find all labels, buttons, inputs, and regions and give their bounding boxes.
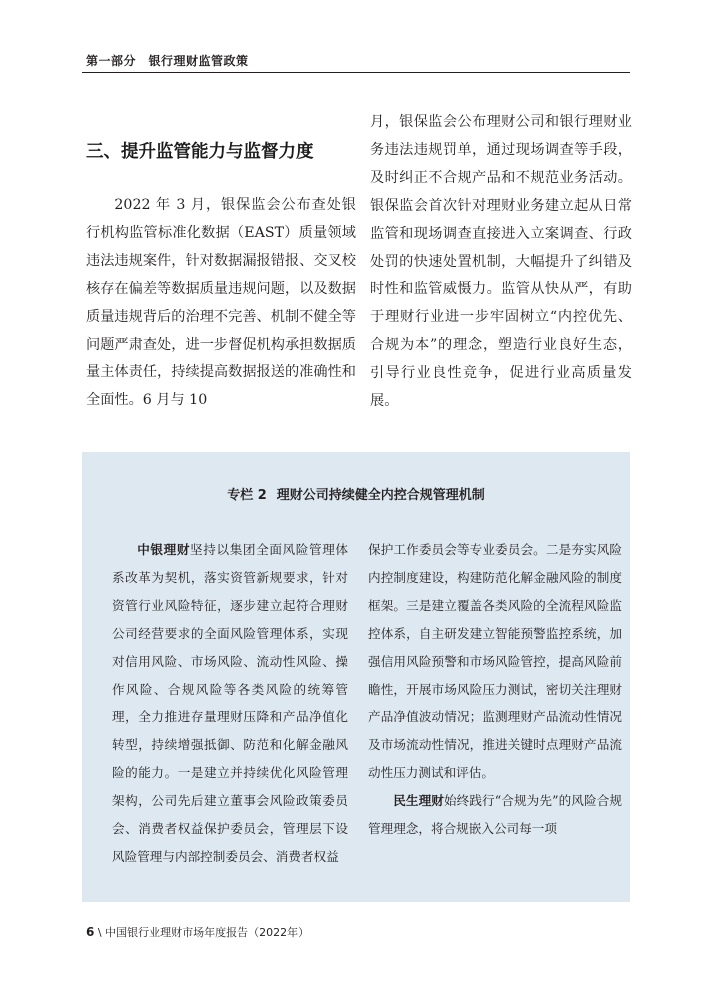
- footer-separator: \: [97, 926, 102, 939]
- body-paragraph-left: 2022 年 3 月，银保监会公布查处银行机构监管标准化数据（EAST）质量领域违法违规案件，针对数据漏报错报、交叉校核存在偏差等数据质量违规问题，以及数据质量违规背后的治理不完善、机制不健全等问题严肃查处，进一步督促机构承担数据质量主体责任，持续提高数据报送的准确性和全面性。6 月与 10: [86, 197, 356, 409]
- page-footer: [86, 924, 309, 940]
- sidebar-paragraph-minsheng: [368, 787, 622, 843]
- sidebar-title: [82, 484, 630, 503]
- body-column-left: [86, 192, 356, 415]
- body-paragraph-right: 月，银保监会公布理财公司和银行理财业务违法违规罚单，通过现场调查等手段，及时纠正不合规产品和不规范业务活动。银保监会首次针对理财业务建立起从日常监管和现场调查直接进入立案调查、行政处罚的快速处置机制，大幅提升了纠错及时性和监管威慑力。监管从快从严，有助于理财行业进一步牢固树立“内控优先、合规为本”的理念，塑造行业良好生态，引导行业良性竞争，促进行业高质量发展。: [370, 114, 632, 410]
- footer-publication: 中国银行业理财市场年度报告（2022年）: [105, 926, 310, 939]
- section-heading: 三、提升监管能力与监督力度: [86, 142, 314, 162]
- sidebar-title-text: 理财公司持续健全内控合规管理机制: [276, 488, 485, 503]
- sidebar-column-right: [368, 536, 622, 843]
- sidebar-paragraph-right: 保护工作委员会等专业委员会。二是夯实风险内控制度建设，构建防范化解金融风险的制度框架。三是建立覆盖各类风险的全流程风险监控体系，自主研发建立智能预警监控系统，加强信用风险预警和市场风险管控，提高风险前瞻性，开展市场风险压力测试，密切关注理财产品净值波动情况；监测理财产品流动性情况及市场流动性情况，推进关键时点理财产品流动性压力测试和评估。: [368, 542, 622, 781]
- sidebar-column-left: [112, 536, 348, 871]
- running-header: 第一部分 银行理财监管政策: [86, 54, 249, 68]
- sidebar-paragraph-left: [112, 536, 348, 871]
- sidebar-text-minsheng: 始终践行“合规为先”的风险合规管理理念，将合规嵌入公司每一项: [368, 793, 622, 837]
- sidebar-lead-minsheng: 民生理财: [393, 793, 444, 809]
- page-number: 6: [86, 925, 95, 939]
- sidebar-lead-boc: 中银理财: [137, 542, 191, 557]
- body-column-right: [370, 109, 632, 416]
- sidebar-text-boc: 坚持以集团全面风险管理体系改革为契机，落实资管新规要求，针对资管行业风险特征，逐步建立起符合理财公司经营要求的全面风险管理体系，实现对信用风险、市场风险、流动性风险、操作风险、合规风险等各类风险的统筹管理，全力推进存量理财压降和产品净值化转型，持续增强抵御、防范和化解金融风险的能力。一是建立并持续优化风险管理架构，公司先后建立董事会风险政策委员会、消费者权益保护委员会，管理层下设风险管理与内部控制委员会、消费者权益: [112, 542, 349, 864]
- header-rule: [82, 72, 630, 73]
- sidebar-label: 专栏 2: [227, 488, 267, 503]
